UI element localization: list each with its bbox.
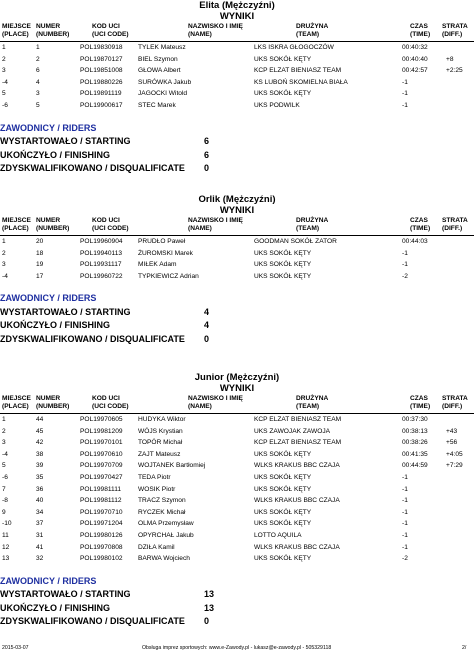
- column-header-team: (TEAM): [296, 31, 320, 38]
- cell-team: KCP ELZAT BIENIASZ TEAM: [254, 439, 342, 447]
- cell-time: 00:44:59: [402, 462, 428, 470]
- cell-time: 00:44:03: [402, 238, 428, 245]
- cell-number: 3: [36, 90, 40, 98]
- section-title: Elita (Mężczyźni): [199, 0, 275, 11]
- cell-uci: POL19880226: [80, 78, 123, 86]
- cell-number: 2: [36, 55, 40, 63]
- cell-number: 31: [36, 531, 44, 539]
- finishing-count-label: UKOŃCZYŁO / FINISHING: [0, 320, 110, 331]
- column-header-place: MIEJSCE: [2, 217, 31, 224]
- column-header-team: DRUŻYNA: [296, 217, 329, 224]
- cell-diff: +7:29: [446, 462, 463, 470]
- table-row: [0, 495, 474, 507]
- section-subtitle: WYNIKI: [219, 205, 255, 216]
- column-header-team: (TEAM): [296, 225, 320, 232]
- column-header-name: NAZWISKO I IMIĘ: [188, 395, 243, 402]
- column-header-time: CZAS: [410, 23, 428, 30]
- cell-number: 32: [36, 555, 44, 563]
- cell-number: 6: [36, 67, 40, 75]
- starting-count-line: [0, 135, 474, 149]
- finishing-count-line: [0, 319, 474, 333]
- table-row: [0, 472, 474, 484]
- cell-place: -6: [2, 473, 8, 481]
- starting-count-line: [0, 306, 474, 320]
- finishing-count-line: [0, 149, 474, 163]
- cell-place: -4: [2, 78, 8, 86]
- cell-time: -2: [402, 555, 408, 563]
- table-row: [0, 460, 474, 472]
- column-header-name: NAZWISKO I IMIĘ: [188, 217, 243, 224]
- cell-number: 39: [36, 462, 44, 470]
- cell-time: -1: [402, 497, 408, 505]
- cell-diff: +8: [446, 55, 454, 63]
- cell-time: -1: [402, 520, 408, 528]
- table-row: [0, 530, 474, 542]
- column-header-uci: KOD UCI: [92, 217, 120, 224]
- column-header-diff: (DIFF.): [442, 31, 463, 38]
- finishing-count-label: UKOŃCZYŁO / FINISHING: [0, 149, 110, 160]
- cell-team: UKS SOKÓŁ KĘTY: [254, 508, 312, 516]
- cell-number: 19: [36, 261, 44, 269]
- column-header-diff: STRATA: [442, 217, 468, 224]
- column-header-place: MIEJSCE: [2, 395, 31, 402]
- column-header-uci: KOD UCI: [92, 395, 120, 402]
- column-header-number: NUMER: [36, 217, 61, 224]
- table-row: [0, 507, 474, 519]
- starting-count: 13: [204, 589, 215, 600]
- column-header-number: NUMER: [36, 395, 61, 402]
- cell-time: -1: [402, 249, 408, 257]
- starting-count: 4: [204, 306, 210, 317]
- table-row: [0, 42, 474, 54]
- summary-block: [0, 292, 474, 346]
- cell-name: TYPKIEWICZ Adrian: [138, 272, 199, 280]
- column-header-place: (PLACE): [2, 403, 29, 410]
- cell-name: WÓJS Krystian: [138, 427, 183, 435]
- cell-place: -10: [2, 520, 12, 528]
- disqualified-count-label: ZDYSKWALIFIKOWANO / DISQUALIFICATE: [0, 163, 185, 174]
- cell-place: 7: [2, 485, 6, 493]
- table-row: [0, 271, 474, 283]
- results-section: [0, 194, 474, 346]
- column-header-diff: (DIFF.): [442, 225, 463, 232]
- disqualified-count-line: [0, 615, 474, 629]
- column-header-number: (NUMBER): [36, 31, 70, 38]
- disqualified-count-line: [0, 162, 474, 176]
- cell-diff: +43: [446, 427, 458, 435]
- cell-team: UKS SOKÓŁ KĘTY: [254, 249, 312, 257]
- cell-name: JAGOCKI Witold: [138, 90, 188, 98]
- cell-time: -1: [402, 101, 408, 109]
- table-row: [0, 248, 474, 260]
- cell-name: TRACZ Szymon: [138, 497, 186, 505]
- cell-diff: +2:25: [446, 67, 463, 75]
- cell-number: 41: [36, 543, 44, 551]
- cell-number: 18: [36, 249, 44, 257]
- cell-team: UKS SOKÓŁ KĘTY: [254, 473, 312, 481]
- section-title: Orlik (Mężczyźni): [198, 194, 276, 205]
- column-header-name: (NAME): [188, 31, 212, 38]
- cell-team: UKS SOKÓŁ KĘTY: [254, 555, 312, 563]
- cell-place: 3: [2, 261, 6, 269]
- column-header-uci: (UCI CODE): [92, 31, 129, 38]
- cell-name: BARWA Wojciech: [138, 555, 190, 563]
- table-row: [0, 414, 474, 426]
- column-header-time: CZAS: [410, 217, 428, 224]
- cell-time: 00:42:57: [402, 67, 428, 75]
- cell-team: UKS SOKÓŁ KĘTY: [254, 55, 312, 63]
- summary-block: [0, 575, 474, 629]
- cell-place: 5: [2, 462, 6, 470]
- cell-name: WOSIK Piotr: [138, 485, 176, 493]
- cell-number: 37: [36, 520, 44, 528]
- cell-team: KCP ELZAT BIENIASZ TEAM: [254, 416, 342, 423]
- cell-place: -4: [2, 272, 8, 280]
- table-row: [0, 426, 474, 438]
- cell-place: 9: [2, 508, 6, 516]
- cell-uci: POL19981209: [80, 427, 123, 435]
- cell-place: 13: [2, 555, 10, 563]
- results-section: [0, 0, 474, 176]
- cell-place: 3: [2, 67, 6, 75]
- cell-place: 1: [2, 416, 6, 423]
- column-header-name: (NAME): [188, 225, 212, 232]
- cell-name: ŻUROMSKI Marek: [138, 249, 193, 257]
- cell-team: UKS SOKÓŁ KĘTY: [254, 272, 312, 280]
- column-header-time: (TIME): [410, 225, 431, 232]
- cell-place: 5: [2, 90, 6, 98]
- cell-time: 00:38:26: [402, 439, 428, 447]
- disqualified-count: 0: [204, 333, 210, 344]
- cell-place: 2: [2, 249, 6, 257]
- cell-place: 3: [2, 439, 6, 447]
- cell-team: GOODMAN SOKÓŁ ZATOR: [254, 238, 337, 245]
- table-row: [0, 484, 474, 496]
- cell-uci: POL19970710: [80, 508, 123, 516]
- cell-time: -1: [402, 261, 408, 269]
- cell-team: KCP ELZAT BIENIASZ TEAM: [254, 67, 342, 75]
- cell-number: 20: [36, 238, 44, 245]
- cell-number: 38: [36, 450, 44, 458]
- cell-uci: POL19960722: [80, 272, 123, 280]
- riders-heading: ZAWODNICY / RIDERS: [0, 293, 97, 304]
- table-row: [0, 553, 474, 565]
- cell-number: 17: [36, 272, 44, 280]
- cell-name: WOJTANEK Bartłomiej: [138, 462, 206, 470]
- cell-time: -2: [402, 272, 408, 280]
- cell-uci: POL19970808: [80, 543, 123, 551]
- cell-diff: +56: [446, 439, 458, 447]
- starting-count: 6: [204, 136, 210, 147]
- table-row: [0, 449, 474, 461]
- cell-place: -4: [2, 450, 8, 458]
- section-subtitle: WYNIKI: [219, 383, 255, 394]
- cell-uci: POL19970101: [80, 439, 123, 447]
- cell-name: HUDYKA Wiktor: [138, 416, 186, 423]
- cell-team: UKS SOKÓŁ KĘTY: [254, 485, 312, 493]
- cell-name: TEDA Piotr: [138, 473, 171, 481]
- cell-time: -1: [402, 485, 408, 493]
- cell-name: OLMA Przemysław: [138, 520, 194, 528]
- cell-place: 2: [2, 55, 6, 63]
- column-header: [0, 394, 474, 414]
- cell-time: -1: [402, 543, 408, 551]
- column-header-name: (NAME): [188, 403, 212, 410]
- cell-time: 00:37:30: [402, 416, 428, 423]
- starting-count-label: WYSTARTOWAŁO / STARTING: [0, 306, 131, 317]
- table-row: [0, 100, 474, 112]
- table-row: [0, 65, 474, 77]
- cell-uci: POL19931117: [80, 261, 122, 269]
- column-header-place: (PLACE): [2, 225, 29, 232]
- cell-number: 4: [36, 78, 40, 86]
- cell-uci: POL19980126: [80, 531, 123, 539]
- section-title: Junior (Mężczyźni): [194, 372, 280, 383]
- finishing-count: 6: [204, 149, 210, 160]
- cell-uci: POL19940113: [80, 249, 123, 257]
- cell-team: UKS PODWILK: [254, 101, 300, 109]
- cell-name: OPYRCHAŁ Jakub: [138, 531, 194, 539]
- cell-time: -1: [402, 531, 408, 539]
- column-header-number: (NUMBER): [36, 403, 70, 410]
- riders-heading: ZAWODNICY / RIDERS: [0, 122, 97, 133]
- cell-diff: +4:05: [446, 450, 463, 458]
- column-header-diff: STRATA: [442, 395, 468, 402]
- cell-time: -1: [402, 78, 408, 86]
- footer-date: 2015-03-07: [2, 645, 29, 651]
- disqualified-count: 0: [204, 616, 210, 627]
- cell-name: MIŁEK Adam: [138, 261, 177, 269]
- cell-time: -1: [402, 473, 408, 481]
- cell-name: BIEL Szymon: [138, 55, 178, 63]
- column-header-diff: STRATA: [442, 23, 468, 30]
- cell-number: 36: [36, 485, 44, 493]
- column-header-number: (NUMBER): [36, 225, 70, 232]
- table-row: [0, 236, 474, 248]
- cell-team: UKS SOKÓŁ KĘTY: [254, 450, 312, 458]
- cell-time: -1: [402, 90, 408, 98]
- table-row: [0, 518, 474, 530]
- cell-team: WLKS KRAKUS BBC CZAJA: [254, 462, 340, 470]
- cell-team: LKS ISKRA GŁOGOCZÓW: [254, 44, 334, 51]
- cell-number: 45: [36, 427, 44, 435]
- cell-place: 11: [2, 531, 9, 539]
- footer-page: 2/: [462, 645, 467, 651]
- cell-uci: POL19970709: [80, 462, 123, 470]
- cell-uci: POL19980102: [80, 555, 123, 563]
- column-header-uci: (UCI CODE): [92, 403, 129, 410]
- column-header-team: DRUŻYNA: [296, 395, 329, 402]
- column-header-place: (PLACE): [2, 31, 29, 38]
- cell-place: -6: [2, 101, 8, 109]
- cell-time: 00:41:35: [402, 450, 428, 458]
- cell-team: WLKS KRAKUS BBC CZAJA: [254, 497, 340, 505]
- cell-number: 40: [36, 497, 44, 505]
- cell-uci: POL19830918: [80, 44, 123, 51]
- results-section: [0, 372, 474, 629]
- column-header-uci: (UCI CODE): [92, 225, 129, 232]
- table-row: [0, 437, 474, 449]
- column-header-time: (TIME): [410, 403, 431, 410]
- disqualified-count-line: [0, 333, 474, 347]
- column-header: [0, 22, 474, 42]
- cell-uci: POL19891119: [80, 90, 122, 98]
- footer-service: Obsługa imprez sportowych: www.e-Zawody.pl - lukasz@e-zawody.pl - 505329118: [142, 645, 332, 651]
- table-row: [0, 77, 474, 89]
- cell-team: UKS ZAWOJAK ZAWOJA: [254, 427, 331, 435]
- cell-team: KS LUBOŃ SKOMIELNA BIAŁA: [254, 78, 348, 86]
- disqualified-count: 0: [204, 163, 210, 174]
- cell-name: DZIŁA Kamil: [138, 543, 175, 551]
- table-row: [0, 54, 474, 66]
- finishing-count: 13: [204, 602, 215, 613]
- riders-heading: ZAWODNICY / RIDERS: [0, 575, 97, 586]
- cell-team: LOTTO AQUILA: [254, 531, 302, 539]
- cell-name: GŁOWA Albert: [138, 67, 181, 75]
- column-header-name: NAZWISKO I IMIĘ: [188, 23, 243, 30]
- column-header-team: DRUŻYNA: [296, 23, 329, 30]
- cell-time: 00:40:32: [402, 44, 428, 51]
- cell-number: 5: [36, 101, 40, 109]
- column-header-place: MIEJSCE: [2, 23, 31, 30]
- cell-name: ZAJT Mateusz: [138, 450, 181, 458]
- cell-name: PRUDŁO Paweł: [138, 238, 186, 245]
- cell-team: UKS SOKÓŁ KĘTY: [254, 90, 312, 98]
- summary-block: [0, 122, 474, 176]
- finishing-count-label: UKOŃCZYŁO / FINISHING: [0, 602, 110, 613]
- column-header-diff: (DIFF.): [442, 403, 463, 410]
- cell-uci: POL19851008: [80, 67, 123, 75]
- cell-team: UKS SOKÓŁ KĘTY: [254, 520, 312, 528]
- disqualified-count-label: ZDYSKWALIFIKOWANO / DISQUALIFICATE: [0, 616, 185, 627]
- cell-uci: POL19971204: [80, 520, 123, 528]
- cell-time: 00:40:40: [402, 55, 428, 63]
- cell-place: 2: [2, 427, 6, 435]
- column-header: [0, 216, 474, 236]
- cell-team: WLKS KRAKUS BBC CZAJA: [254, 543, 340, 551]
- cell-name: SURÓWKA Jakub: [138, 78, 192, 86]
- cell-place: -8: [2, 497, 8, 505]
- cell-number: 34: [36, 508, 44, 516]
- finishing-count: 4: [204, 320, 210, 331]
- cell-name: TOPÓR Michał: [138, 439, 183, 447]
- cell-uci: POL19970610: [80, 450, 123, 458]
- section-subtitle: WYNIKI: [219, 11, 255, 22]
- cell-uci: POL19970427: [80, 473, 123, 481]
- cell-uci: POL19970605: [80, 416, 123, 423]
- column-header-team: (TEAM): [296, 403, 320, 410]
- cell-number: 42: [36, 439, 44, 447]
- disqualified-count-label: ZDYSKWALIFIKOWANO / DISQUALIFICATE: [0, 333, 185, 344]
- starting-count-label: WYSTARTOWAŁO / STARTING: [0, 136, 131, 147]
- starting-count-label: WYSTARTOWAŁO / STARTING: [0, 589, 131, 600]
- cell-number: 1: [36, 44, 40, 51]
- cell-place: 1: [2, 238, 6, 245]
- cell-uci: POL19960904: [80, 238, 123, 245]
- table-row: [0, 88, 474, 100]
- cell-place: 12: [2, 543, 10, 551]
- cell-team: UKS SOKÓŁ KĘTY: [254, 261, 312, 269]
- cell-uci: POL19870127: [80, 55, 123, 63]
- cell-name: RYCZEK Michał: [138, 508, 186, 516]
- column-header-number: NUMER: [36, 23, 61, 30]
- finishing-count-line: [0, 602, 474, 616]
- cell-time: -1: [402, 508, 408, 516]
- cell-place: 1: [2, 44, 6, 51]
- table-row: [0, 259, 474, 271]
- column-header-time: (TIME): [410, 31, 431, 38]
- cell-uci: POL19981111: [80, 485, 122, 493]
- column-header-uci: KOD UCI: [92, 23, 120, 30]
- table-row: [0, 542, 474, 554]
- cell-number: 44: [36, 416, 44, 423]
- cell-number: 35: [36, 473, 44, 481]
- cell-uci: POL19900617: [80, 101, 123, 109]
- cell-uci: POL19981112: [80, 497, 122, 505]
- cell-time: 00:38:13: [402, 427, 428, 435]
- cell-name: TYLEK Mateusz: [138, 44, 186, 51]
- cell-name: STEC Marek: [138, 101, 176, 109]
- starting-count-line: [0, 588, 474, 602]
- column-header-time: CZAS: [410, 395, 428, 402]
